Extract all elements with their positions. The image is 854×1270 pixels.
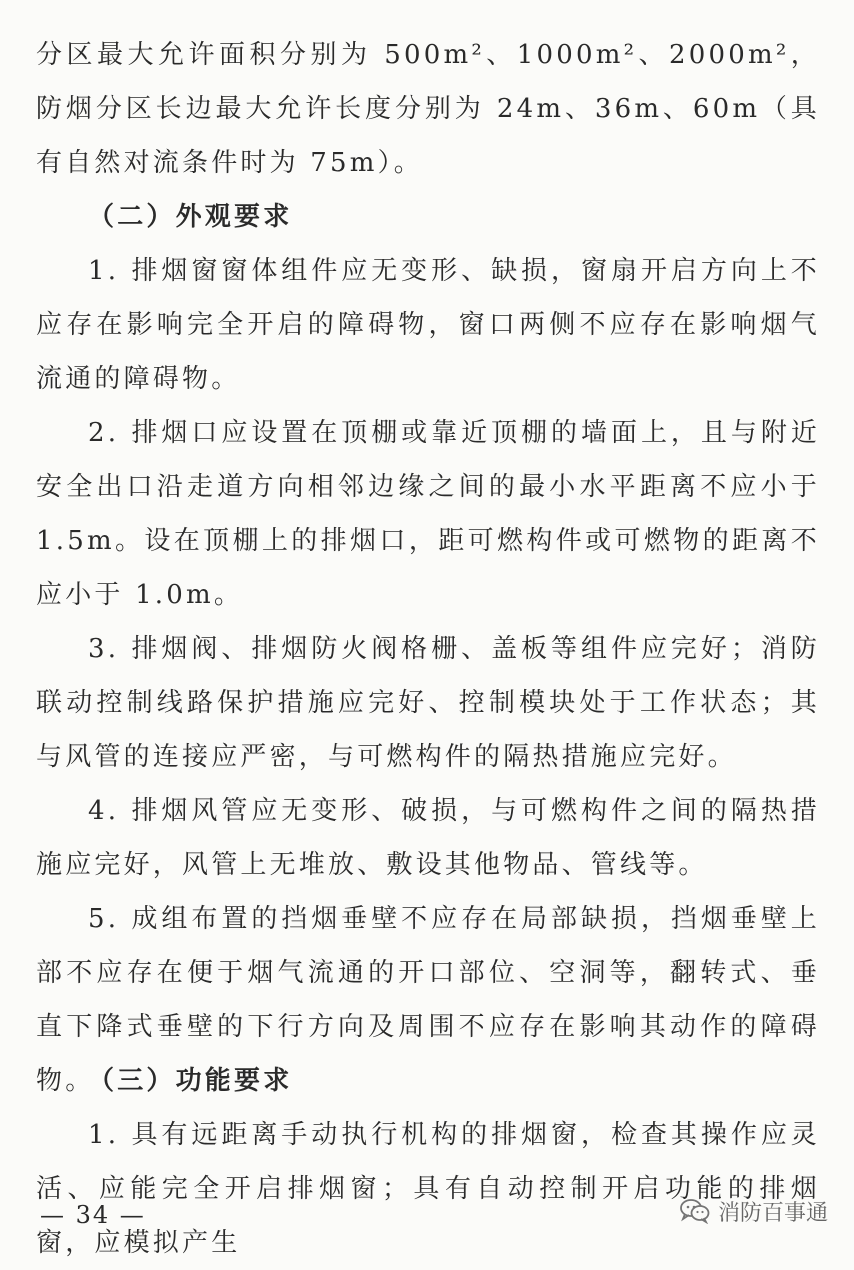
paragraph-item-2-smoke-outlet: 2. 排烟口应设置在顶棚或靠近顶棚的墙面上，且与附近安全出口沿走道方向相邻边缘之间的最小水平距离不应小于 1.5m。设在顶棚上的排烟口，距可燃构件或可燃物的距离不应小于 1.0m。 [36, 418, 820, 610]
wechat-icon [680, 1198, 710, 1224]
paragraph-smoke-zone-area: 分区最大允许面积分别为 500m²、1000m²、2000m²，防烟分区长边最大允许长度分别为 24m、36m、60m（具有自然对流条件时为 75m）。 [36, 40, 820, 178]
watermark-text: 消防百事通 [717, 1200, 828, 1226]
paragraph-function-item-1: 1. 具有远距离手动执行机构的排烟窗，检查其操作应灵活、应能完全开启排烟窗；具有自动控制开启功能的排烟窗，应模拟产生 [36, 1120, 820, 1258]
page-number: — 34 — [40, 1201, 146, 1229]
section-heading-appearance: （二）外观要求 [88, 202, 293, 232]
paragraph-item-5-smoke-barrier: 5. 成组布置的挡烟垂壁不应存在局部缺损，挡烟垂壁上部不应存在便于烟气流通的开口部位、空洞等，翻转式、垂直下降式垂壁的下行方向及周围不应存在影响其动作的障碍物。 [36, 904, 820, 1096]
paragraph-item-4-smoke-duct: 4. 排烟风管应无变形、破损，与可燃构件之间的隔热措施应完好，风管上无堆放、敷设其他物品、管线等。 [36, 796, 820, 880]
section-heading-function: （三）功能要求 [88, 1066, 293, 1096]
watermark [680, 1194, 828, 1228]
paragraph-item-3-smoke-valve: 3. 排烟阀、排烟防火阀格栅、盖板等组件应完好；消防联动控制线路保护措施应完好、控制模块处于工作状态；其与风管的连接应严密，与可燃构件的隔热措施应完好。 [36, 634, 820, 772]
paragraph-item-1-smoke-window: 1. 排烟窗窗体组件应无变形、缺损，窗扇开启方向上不应存在影响完全开启的障碍物，窗口两侧不应存在影响烟气流通的障碍物。 [36, 256, 820, 394]
